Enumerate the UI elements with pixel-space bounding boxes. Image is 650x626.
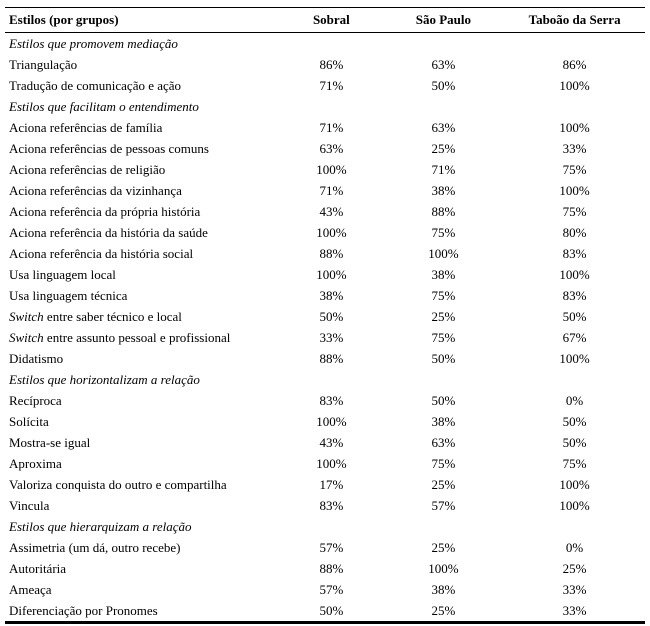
value-cell-sobral: 100% xyxy=(316,456,347,471)
styles-by-groups-table xyxy=(5,7,645,624)
table-row xyxy=(5,75,645,96)
table-row xyxy=(5,54,645,75)
value-cell-taboao-da-serra: 100% xyxy=(559,267,590,282)
value-cell-sao-paulo: 25% xyxy=(431,309,456,324)
value-cell-sao-paulo: 50% xyxy=(431,351,456,366)
section-label: Estilos que horizontalizam a relação xyxy=(9,372,200,387)
style-label: Usa linguagem local xyxy=(9,267,116,282)
value-cell-sao-paulo: 25% xyxy=(431,540,456,555)
column-header-estilos: Estilos (por grupos) xyxy=(5,8,280,33)
style-label: Aciona referências da vizinhança xyxy=(9,183,182,198)
table-row xyxy=(5,117,645,138)
table-row xyxy=(5,474,645,495)
value-cell-sao-paulo: 50% xyxy=(431,393,456,408)
value-cell-taboao-da-serra: 80% xyxy=(562,225,587,240)
value-cell-sao-paulo: 38% xyxy=(431,582,456,597)
value-cell-sobral: 100% xyxy=(316,162,347,177)
value-cell-sobral: 71% xyxy=(319,78,344,93)
value-cell-sao-paulo: 100% xyxy=(428,561,459,576)
value-cell-taboao-da-serra: 25% xyxy=(562,561,587,576)
value-cell-sao-paulo: 50% xyxy=(431,78,456,93)
table-row xyxy=(5,600,645,623)
table-row xyxy=(5,285,645,306)
table-row xyxy=(5,453,645,474)
value-cell-taboao-da-serra: 100% xyxy=(559,183,590,198)
table-row xyxy=(5,558,645,579)
value-cell-sobral: 88% xyxy=(319,561,344,576)
value-cell-taboao-da-serra: 75% xyxy=(562,204,587,219)
style-label: Aciona referências de família xyxy=(9,120,163,135)
value-cell-sobral: 38% xyxy=(319,288,344,303)
table-row xyxy=(5,348,645,369)
style-label: Ameaça xyxy=(9,582,52,597)
value-cell-sobral: 88% xyxy=(319,246,344,261)
style-label: Aciona referência da própria história xyxy=(9,204,201,219)
style-label: Triangulação xyxy=(9,57,78,72)
value-cell-sao-paulo: 71% xyxy=(431,162,456,177)
column-header-sobral: Sobral xyxy=(280,8,382,33)
value-cell-sao-paulo: 75% xyxy=(431,288,456,303)
style-label: Aciona referências de religião xyxy=(9,162,166,177)
value-cell-sao-paulo: 25% xyxy=(431,141,456,156)
style-label: Mostra-se igual xyxy=(9,435,91,450)
table-body xyxy=(5,33,645,623)
value-cell-sobral: 43% xyxy=(319,204,344,219)
value-cell-sao-paulo: 63% xyxy=(431,435,456,450)
value-cell-taboao-da-serra: 100% xyxy=(559,477,590,492)
table-header-row xyxy=(5,8,645,33)
value-cell-taboao-da-serra: 0% xyxy=(565,540,584,555)
value-cell-taboao-da-serra: 67% xyxy=(562,330,587,345)
value-cell-sobral: 57% xyxy=(319,540,344,555)
table-row xyxy=(5,180,645,201)
table-row xyxy=(5,579,645,600)
section-label: Estilos que hierarquizam a relação xyxy=(9,519,192,534)
value-cell-sobral: 83% xyxy=(319,393,344,408)
style-label: Vincula xyxy=(9,498,50,513)
style-label: Diferenciação por Pronomes xyxy=(9,603,158,618)
value-cell-sobral: 88% xyxy=(319,351,344,366)
italic-term: Switch xyxy=(9,330,44,345)
value-cell-taboao-da-serra: 75% xyxy=(562,162,587,177)
value-cell-taboao-da-serra: 83% xyxy=(562,288,587,303)
table-row xyxy=(5,201,645,222)
section-row xyxy=(5,369,645,390)
table-row xyxy=(5,222,645,243)
column-header-taboao-da-serra: Taboão da Serra xyxy=(504,8,645,33)
table-row xyxy=(5,495,645,516)
style-label: Didatismo xyxy=(9,351,64,366)
value-cell-sao-paulo: 75% xyxy=(431,330,456,345)
value-cell-sobral: 43% xyxy=(319,435,344,450)
style-label: Aciona referências de pessoas comuns xyxy=(9,141,209,156)
style-label: Aciona referência da história da saúde xyxy=(9,225,208,240)
value-cell-sobral: 100% xyxy=(316,267,347,282)
value-cell-sobral: 50% xyxy=(319,603,344,618)
style-label: Valoriza conquista do outro e compartilha xyxy=(9,477,227,492)
value-cell-sobral: 17% xyxy=(319,477,344,492)
style-label: Switch entre assunto pessoal e profissional xyxy=(9,330,231,345)
value-cell-sao-paulo: 38% xyxy=(431,267,456,282)
value-cell-sao-paulo: 63% xyxy=(431,120,456,135)
value-cell-sobral: 83% xyxy=(319,498,344,513)
value-cell-sobral: 86% xyxy=(319,57,344,72)
value-cell-taboao-da-serra: 33% xyxy=(562,582,587,597)
style-label: Tradução de comunicação e ação xyxy=(9,78,182,93)
value-cell-taboao-da-serra: 33% xyxy=(562,141,587,156)
table-row xyxy=(5,138,645,159)
value-cell-taboao-da-serra: 33% xyxy=(562,603,587,618)
style-label: Aproxima xyxy=(9,456,62,471)
value-cell-sao-paulo: 38% xyxy=(431,183,456,198)
value-cell-sao-paulo: 100% xyxy=(428,246,459,261)
table-row xyxy=(5,390,645,411)
value-cell-sao-paulo: 57% xyxy=(431,498,456,513)
table-row xyxy=(5,432,645,453)
value-cell-sao-paulo: 25% xyxy=(431,477,456,492)
value-cell-taboao-da-serra: 100% xyxy=(559,78,590,93)
table-row xyxy=(5,264,645,285)
value-cell-sobral: 100% xyxy=(316,225,347,240)
value-cell-taboao-da-serra: 100% xyxy=(559,351,590,366)
value-cell-taboao-da-serra: 100% xyxy=(559,498,590,513)
value-cell-sobral: 50% xyxy=(319,309,344,324)
section-row xyxy=(5,516,645,537)
value-cell-taboao-da-serra: 83% xyxy=(562,246,587,261)
value-cell-sobral: 71% xyxy=(319,120,344,135)
style-label: Autoritária xyxy=(9,561,67,576)
section-row xyxy=(5,33,645,55)
table-row xyxy=(5,537,645,558)
value-cell-taboao-da-serra: 0% xyxy=(565,393,584,408)
section-row xyxy=(5,96,645,117)
value-cell-sao-paulo: 38% xyxy=(431,414,456,429)
value-cell-sobral: 63% xyxy=(319,141,344,156)
value-cell-sao-paulo: 88% xyxy=(431,204,456,219)
table-row xyxy=(5,306,645,327)
value-cell-taboao-da-serra: 75% xyxy=(562,456,587,471)
table-row xyxy=(5,327,645,348)
style-label: Aciona referência da história social xyxy=(9,246,194,261)
table-head xyxy=(5,8,645,33)
column-header-sao-paulo: São Paulo xyxy=(383,8,505,33)
style-label: Assimetria (um dá, outro recebe) xyxy=(9,540,181,555)
style-label: Switch entre saber técnico e local xyxy=(9,309,182,324)
value-cell-sobral: 33% xyxy=(319,330,344,345)
style-label: Recíproca xyxy=(9,393,62,408)
section-label: Estilos que promovem mediação xyxy=(9,36,178,51)
value-cell-sao-paulo: 75% xyxy=(431,456,456,471)
value-cell-taboao-da-serra: 100% xyxy=(559,120,590,135)
value-cell-sobral: 100% xyxy=(316,414,347,429)
table-row xyxy=(5,243,645,264)
value-cell-sobral: 57% xyxy=(319,582,344,597)
value-cell-taboao-da-serra: 50% xyxy=(562,309,587,324)
value-cell-sao-paulo: 25% xyxy=(431,603,456,618)
value-cell-taboao-da-serra: 50% xyxy=(562,414,587,429)
section-label: Estilos que facilitam o entendimento xyxy=(9,99,199,114)
value-cell-sao-paulo: 75% xyxy=(431,225,456,240)
value-cell-sobral: 71% xyxy=(319,183,344,198)
value-cell-taboao-da-serra: 50% xyxy=(562,435,587,450)
table-row xyxy=(5,411,645,432)
table-row xyxy=(5,159,645,180)
value-cell-taboao-da-serra: 86% xyxy=(562,57,587,72)
italic-term: Switch xyxy=(9,309,44,324)
style-label: Usa linguagem técnica xyxy=(9,288,128,303)
value-cell-sao-paulo: 63% xyxy=(431,57,456,72)
style-label: Solícita xyxy=(9,414,49,429)
